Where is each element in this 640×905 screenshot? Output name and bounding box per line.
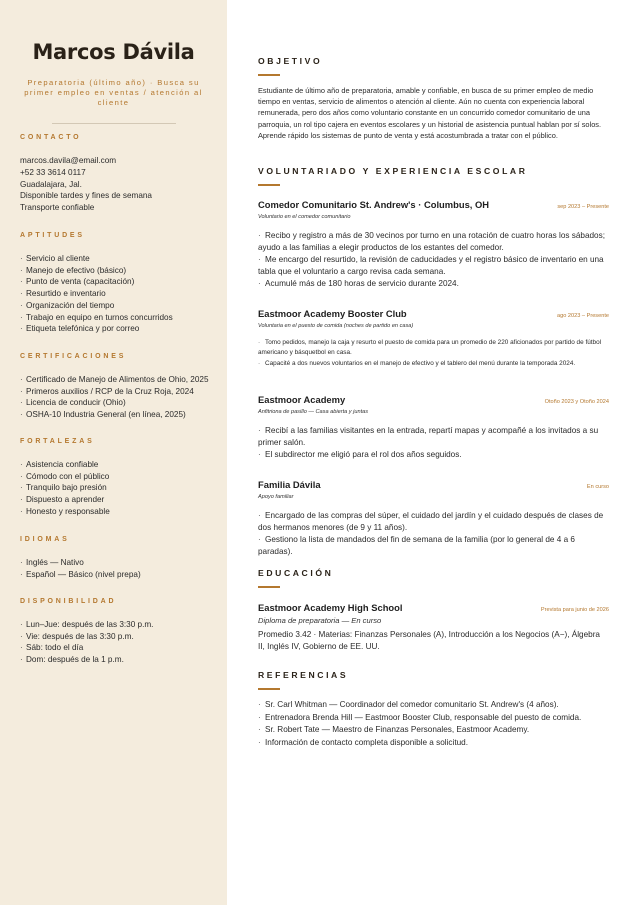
graduation-date: Prevista para junio de 2026 — [540, 607, 609, 613]
entry-role: Voluntario en el comedor comunitario — [258, 214, 351, 220]
list-item: · Trabajo en equipo en turnos concurridos — [20, 312, 210, 324]
entry-title: Eastmoor Academy — [258, 394, 346, 405]
list-item: · Primeros auxilios / RCP de la Cruz Roja, 2024 — [20, 386, 210, 398]
availability-list — [20, 619, 210, 666]
strengths-list — [20, 459, 210, 518]
skills-heading: APTITUDES — [20, 232, 85, 239]
references-heading: REFERENCIAS — [258, 670, 349, 680]
list-item: · Encargado de las compras del súper, el cuidado del jardín y el cuidado después de clases de dos hermanos menores (de 9 y 11 años). — [258, 510, 609, 534]
list-item: · Tomo pedidos, manejo la caja y resurto el puesto de comida para un promedio de 220 aficionados por partido de fútbol americano y básquetbol en casa. — [258, 338, 609, 359]
education-heading: EDUCACIÓN — [258, 568, 334, 578]
entry-date: ago 2023 – Presente — [557, 313, 609, 319]
contact-email: marcos.davila@email.com — [20, 156, 117, 165]
list-item: · Servicio al cliente — [20, 253, 210, 265]
list-item: · Acumulé más de 180 horas de servicio durante 2024. — [258, 278, 609, 290]
entry-role: Voluntaria en el puesto de comida (noches de partido en casa) — [258, 323, 414, 329]
languages-heading: IDIOMAS — [20, 536, 70, 543]
education-accent-bar — [258, 586, 280, 588]
contact-phone: +52 33 3614 0117 — [20, 167, 86, 177]
experience-heading: VOLUNTARIADO Y EXPERIENCIA ESCOLAR — [258, 166, 528, 176]
list-item: · Punto de venta (capacitación) — [20, 276, 210, 288]
list-item: · Sr. Carl Whitman — Coordinador del comedor comunitario St. Andrew's (4 años). — [258, 699, 609, 712]
entry-bullets — [258, 510, 609, 558]
list-item: · Organización del tiempo — [20, 300, 210, 312]
list-item: · OSHA-10 Industria General (en línea, 2025) — [20, 409, 210, 421]
list-item: · Dispuesto a aprender — [20, 494, 210, 506]
list-item: · Recibí a las familias visitantes en la entrada, repartí mapas y acompañé a los invitados a su primer salón. — [258, 425, 609, 449]
objective-text: Estudiante de último año de preparatoria, amable y confiable, en busca de su primer empleo de medio tiempo en ventas, servicio de alimentos o atención al cliente. Aún no cuenta con experiencia laboral remunerada, pero dos años como voluntario constante en un concurrido comedor comunitario de una parroquia, un rol tipo cajera en eventos escolares y un historial de asistencia puntual hablan por sí solos. Aprende rápido los sistemas de punto de venta y está acostumbrada a tratar con el público. — [258, 86, 602, 140]
experience-entry-eastmoor — [258, 394, 609, 461]
references-accent-bar — [258, 688, 280, 690]
entry-bullets — [258, 230, 609, 290]
availability-heading: DISPONIBILIDAD — [20, 598, 117, 605]
entry-bullets — [258, 338, 609, 369]
list-item: · Dom: después de la 1 p.m. — [20, 654, 210, 666]
contact-section — [20, 134, 210, 214]
languages-section — [20, 536, 210, 580]
skills-list — [20, 253, 210, 335]
availability-section — [20, 598, 210, 666]
entry-bullets — [258, 425, 609, 461]
sidebar-divider — [52, 123, 176, 124]
experience-entry-family — [258, 479, 609, 558]
list-item: · Tranquilo bajo presión — [20, 482, 210, 494]
contact-list — [20, 155, 210, 214]
list-item: · Honesto y responsable — [20, 506, 210, 518]
list-item: · Me encargo del resurtido, la revisión de caducidades y el registro básico de inventario en una tabla que el voluntario a cargo revisa cada semana. — [258, 254, 609, 278]
list-item: · Manejo de efectivo (básico) — [20, 265, 210, 277]
contact-availability: Disponible tardes y fines de semana — [20, 191, 152, 201]
references-list — [258, 699, 609, 749]
entry-role: Apoyo familiar — [258, 494, 294, 500]
entry-title: Comedor Comunitario St. Andrew's · Columbus, OH — [258, 199, 490, 210]
contact-heading: CONTACTO — [20, 134, 82, 141]
certifications-heading: CERTIFICACIONES — [20, 353, 127, 360]
entry-title: Eastmoor Academy Booster Club — [258, 308, 407, 319]
list-item: · Resurtido e inventario — [20, 288, 210, 300]
list-item: · Vie: después de las 3:30 p.m. — [20, 631, 210, 643]
list-item: · Capacité a dos nuevos voluntarios en el manejo de efectivo y el tablero del menú durante la temporada 2024. — [258, 359, 609, 369]
contact-transport: Transporte confiable — [20, 203, 95, 213]
certifications-section — [20, 353, 210, 421]
experience-entry-booster-club — [258, 308, 609, 369]
entry-date: sep 2023 – Presente — [557, 204, 609, 210]
education-entry — [258, 602, 609, 653]
contact-location: Guadalajara, Jal. — [20, 179, 82, 189]
list-item: · Lun–Jue: después de las 3:30 p.m. — [20, 619, 210, 631]
list-item: · Etiqueta telefónica y por correo — [20, 323, 210, 335]
list-item: · Sáb: todo el día — [20, 642, 210, 654]
list-item: · Español — Básico (nivel prepa) — [20, 569, 210, 581]
skills-section — [20, 232, 210, 335]
school-name: Eastmoor Academy High School — [258, 602, 403, 613]
entry-title: Familia Dávila — [258, 479, 321, 490]
entry-role: Anfitriona de pasillo — Casa abierta y juntas — [258, 409, 369, 415]
experience-accent-bar — [258, 184, 280, 186]
candidate-name: Marcos Dávila — [32, 40, 195, 64]
languages-list — [20, 557, 210, 580]
objective-accent-bar — [258, 74, 280, 76]
objective-heading: OBJETIVO — [258, 56, 323, 66]
list-item: · Inglés — Nativo — [20, 557, 210, 569]
list-item: · Asistencia confiable — [20, 459, 210, 471]
list-item: · Licencia de conducir (Ohio) — [20, 397, 210, 409]
candidate-tagline: Preparatoria (último año) · Busca su primer empleo en ventas / atención al cliente — [24, 78, 203, 107]
list-item: · Gestiono la lista de mandados del fin de semana de la familia (por lo general de 4 a 6 paradas). — [258, 534, 609, 558]
experience-entry-st-andrews — [258, 199, 609, 290]
list-item: · Sr. Robert Tate — Maestro de Finanzas Personales, Eastmoor Academy. — [258, 724, 609, 737]
list-item: · Recibo y registro a más de 30 vecinos por turno en una rotación de cuatro horas los sábados; ayudo a las familias a elegir productos de los estantes del comedor. — [258, 230, 609, 254]
entry-date: Otoño 2023 y Otoño 2024 — [544, 399, 609, 405]
education-detail: Promedio 3.42 · Materias: Finanzas Personales (A), Introducción a los Negocios (A−), Álgebra II, Inglés IV, Gobierno de EE. UU. — [258, 630, 600, 651]
list-item: · Entrenadora Brenda Hill — Eastmoor Booster Club, responsable del puesto de comida. — [258, 712, 609, 725]
list-item: · Información de contacto completa disponible a solicitud. — [258, 737, 609, 750]
entry-date: En curso — [586, 484, 609, 490]
list-item: · Certificado de Manejo de Alimentos de Ohio, 2025 — [20, 374, 210, 386]
list-item: · Cómodo con el público — [20, 471, 210, 483]
strengths-heading: FORTALEZAS — [20, 438, 95, 445]
certifications-list — [20, 374, 210, 421]
strengths-section — [20, 438, 210, 518]
list-item: · El subdirector me eligió para el rol dos años seguidos. — [258, 449, 609, 461]
degree: Diploma de preparatoria — En curso — [258, 616, 382, 625]
